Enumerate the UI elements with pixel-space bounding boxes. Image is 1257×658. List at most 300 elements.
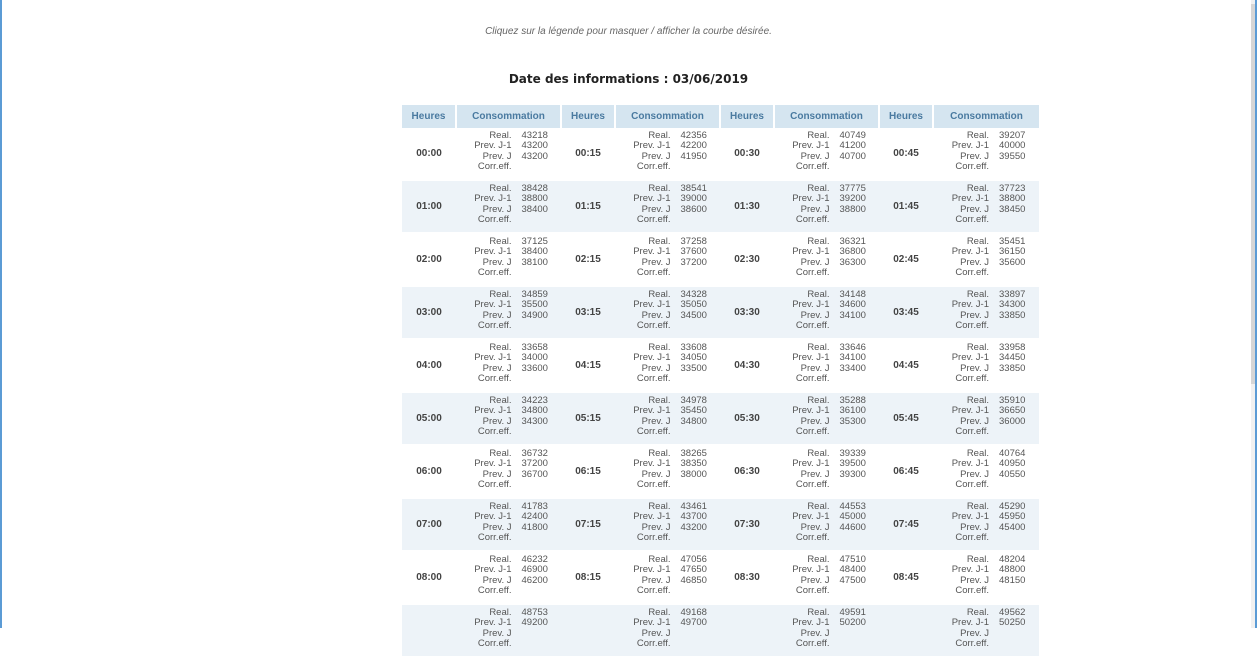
header-consommation: Consommation <box>456 105 561 128</box>
value-corr <box>522 639 556 649</box>
consumption-cell <box>933 551 1039 604</box>
value-prev-j1: 48400 <box>839 564 866 576</box>
consumption-cell <box>774 392 879 445</box>
label-prev-j: Prev. J <box>482 627 512 639</box>
label-real: Real. <box>489 607 512 618</box>
consumption-cell <box>615 128 720 180</box>
label-prev-j1: Prev. J-1 <box>474 352 512 364</box>
label-corr: Corr.eff. <box>477 478 512 490</box>
label-real: Real. <box>489 501 512 512</box>
value-real: 33658 <box>521 342 548 353</box>
value-prev-j1: 35050 <box>680 299 707 311</box>
value-prev-j <box>999 629 1033 639</box>
label-prev-j: Prev. J <box>960 468 989 480</box>
label-prev-j1: Prev. J-1 <box>633 246 671 258</box>
value-prev-j: 45400 <box>999 521 1026 533</box>
value-prev-j1: 36800 <box>839 246 866 258</box>
label-real: Real. <box>489 236 512 247</box>
value-real: 35910 <box>999 395 1026 406</box>
label-prev-j: Prev. J <box>641 415 671 427</box>
label-corr: Corr.eff. <box>795 531 830 543</box>
value-prev-j1: 39200 <box>839 193 866 205</box>
header-consommation: Consommation <box>774 105 879 128</box>
consumption-cell <box>456 445 561 498</box>
table-row <box>402 445 1039 498</box>
value-prev-j1: 43700 <box>680 511 707 523</box>
consumption-cell <box>615 286 720 339</box>
value-corr <box>522 215 556 225</box>
value-prev-j1: 37200 <box>521 458 548 470</box>
label-corr: Corr.eff. <box>636 160 671 172</box>
consumption-table <box>402 105 1039 658</box>
hour-cell: 01:45 <box>879 180 933 233</box>
value-prev-j1: 37600 <box>680 246 707 258</box>
value-real: 39207 <box>999 130 1026 141</box>
value-real: 38265 <box>680 448 707 459</box>
table-row <box>402 551 1039 604</box>
value-real: 34148 <box>839 289 866 300</box>
consumption-cell <box>774 551 879 604</box>
hour-cell <box>879 604 933 657</box>
label-corr: Corr.eff. <box>795 160 830 172</box>
value-prev-j: 38450 <box>999 203 1026 215</box>
label-prev-j1: Prev. J-1 <box>951 564 989 576</box>
label-real: Real. <box>807 501 830 512</box>
label-prev-j1: Prev. J-1 <box>474 405 512 417</box>
consumption-cell <box>456 286 561 339</box>
value-real: 41783 <box>521 501 548 512</box>
label-prev-j: Prev. J <box>482 203 512 215</box>
label-prev-j: Prev. J <box>641 309 671 321</box>
label-prev-j: Prev. J <box>800 521 830 533</box>
value-prev-j: 34100 <box>839 309 866 321</box>
label-corr: Corr.eff. <box>955 637 989 649</box>
value-prev-j1: 49700 <box>680 617 707 629</box>
value-corr <box>999 586 1033 596</box>
value-prev-j: 36000 <box>999 415 1026 427</box>
value-real: 44553 <box>839 501 866 512</box>
label-prev-j1: Prev. J-1 <box>792 246 830 258</box>
date-title: Date des informations : 03/06/2019 <box>508 72 749 86</box>
hour-cell: 02:45 <box>879 233 933 286</box>
value-real: 42356 <box>680 130 707 141</box>
label-prev-j1: Prev. J-1 <box>792 140 830 152</box>
value-prev-j: 40550 <box>999 468 1026 480</box>
hour-cell: 00:45 <box>879 128 933 180</box>
label-real: Real. <box>807 183 830 194</box>
value-corr <box>999 374 1033 384</box>
value-prev-j1: 34800 <box>521 405 548 417</box>
label-prev-j: Prev. J <box>800 574 830 586</box>
label-real: Real. <box>807 395 830 406</box>
value-corr <box>999 215 1033 225</box>
value-prev-j1: 38800 <box>999 193 1026 205</box>
consumption-cell <box>615 445 720 498</box>
value-prev-j: 39300 <box>839 468 866 480</box>
label-corr: Corr.eff. <box>795 425 830 437</box>
consumption-cell <box>774 339 879 392</box>
hour-cell: 04:00 <box>402 339 456 392</box>
consumption-cell <box>933 339 1039 392</box>
label-prev-j1: Prev. J-1 <box>474 511 512 523</box>
value-corr <box>681 427 715 437</box>
label-prev-j: Prev. J <box>641 203 671 215</box>
hour-cell: 04:15 <box>561 339 615 392</box>
label-real: Real. <box>648 607 671 618</box>
value-real: 35288 <box>839 395 866 406</box>
value-prev-j: 35600 <box>999 256 1026 268</box>
table-row <box>402 498 1039 551</box>
label-prev-j1: Prev. J-1 <box>633 405 671 417</box>
label-corr: Corr.eff. <box>795 584 830 596</box>
label-prev-j1: Prev. J-1 <box>951 405 989 417</box>
consumption-cell <box>774 128 879 180</box>
consumption-cell <box>774 180 879 233</box>
hour-cell: 05:30 <box>720 392 774 445</box>
value-corr <box>522 427 556 437</box>
consumption-cell <box>933 445 1039 498</box>
value-corr <box>681 321 715 331</box>
value-corr <box>840 586 874 596</box>
header-heures: Heures <box>720 105 774 128</box>
header-consommation: Consommation <box>615 105 720 128</box>
value-prev-j1: 49200 <box>521 617 548 629</box>
label-prev-j1: Prev. J-1 <box>474 140 512 152</box>
label-real: Real. <box>489 554 512 565</box>
value-real: 37125 <box>521 236 548 247</box>
label-real: Real. <box>807 236 830 247</box>
label-prev-j1: Prev. J-1 <box>474 617 512 629</box>
value-real: 47510 <box>839 554 866 565</box>
hour-cell: 03:45 <box>879 286 933 339</box>
label-real: Real. <box>966 607 989 618</box>
label-prev-j: Prev. J <box>960 362 989 374</box>
value-real: 49168 <box>680 607 707 618</box>
value-prev-j: 41950 <box>680 150 707 162</box>
value-prev-j: 48150 <box>999 574 1026 586</box>
scrollbar-thumb[interactable] <box>1251 4 1255 384</box>
consumption-cell <box>456 604 561 657</box>
label-prev-j: Prev. J <box>960 309 989 321</box>
label-corr: Corr.eff. <box>477 266 512 278</box>
label-corr: Corr.eff. <box>955 372 989 384</box>
hour-cell: 08:45 <box>879 551 933 604</box>
value-prev-j1: 34100 <box>839 352 866 364</box>
value-corr <box>681 268 715 278</box>
value-prev-j1: 42400 <box>521 511 548 523</box>
label-prev-j1: Prev. J-1 <box>792 564 830 576</box>
consumption-cell <box>615 233 720 286</box>
value-prev-j1: 50250 <box>999 617 1026 629</box>
hour-cell: 07:15 <box>561 498 615 551</box>
label-prev-j: Prev. J <box>960 415 989 427</box>
value-real: 40749 <box>839 130 866 141</box>
header-consommation: Consommation <box>933 105 1039 128</box>
value-prev-j1: 34050 <box>680 352 707 364</box>
value-corr <box>681 162 715 172</box>
value-real: 34223 <box>521 395 548 406</box>
value-real: 45290 <box>999 501 1026 512</box>
value-prev-j1: 43200 <box>521 140 548 152</box>
value-prev-j: 40700 <box>839 150 866 162</box>
hour-cell: 01:00 <box>402 180 456 233</box>
value-real: 33646 <box>839 342 866 353</box>
value-real: 35451 <box>999 236 1026 247</box>
label-prev-j: Prev. J <box>800 150 830 162</box>
consumption-cell <box>615 604 720 657</box>
hour-cell: 06:30 <box>720 445 774 498</box>
value-corr <box>681 215 715 225</box>
label-real: Real. <box>966 395 989 406</box>
value-real: 43218 <box>521 130 548 141</box>
value-prev-j: 38100 <box>521 256 548 268</box>
label-corr: Corr.eff. <box>636 637 671 649</box>
value-prev-j1: 36150 <box>999 246 1026 258</box>
value-prev-j1: 40000 <box>999 140 1026 152</box>
label-prev-j: Prev. J <box>641 521 671 533</box>
value-corr <box>522 162 556 172</box>
consumption-cell <box>456 551 561 604</box>
label-real: Real. <box>807 130 830 141</box>
label-prev-j1: Prev. J-1 <box>633 511 671 523</box>
consumption-cell <box>774 233 879 286</box>
hour-cell: 06:45 <box>879 445 933 498</box>
header-heures: Heures <box>879 105 933 128</box>
label-prev-j: Prev. J <box>641 362 671 374</box>
label-prev-j: Prev. J <box>960 256 989 268</box>
hour-cell: 04:30 <box>720 339 774 392</box>
label-prev-j: Prev. J <box>482 256 512 268</box>
consumption-cell <box>774 498 879 551</box>
value-prev-j: 44600 <box>839 521 866 533</box>
label-prev-j1: Prev. J-1 <box>951 352 989 364</box>
header-heures: Heures <box>561 105 615 128</box>
consumption-cell <box>456 339 561 392</box>
value-real: 37775 <box>839 183 866 194</box>
label-real: Real. <box>807 448 830 459</box>
label-real: Real. <box>966 501 989 512</box>
hour-cell: 05:00 <box>402 392 456 445</box>
label-corr: Corr.eff. <box>955 531 989 543</box>
value-prev-j1: 38400 <box>521 246 548 258</box>
label-prev-j: Prev. J <box>800 256 830 268</box>
consumption-cell <box>456 128 561 180</box>
label-real: Real. <box>489 448 512 459</box>
value-prev-j1: 34000 <box>521 352 548 364</box>
label-prev-j1: Prev. J-1 <box>474 458 512 470</box>
value-corr <box>840 162 874 172</box>
label-prev-j1: Prev. J-1 <box>474 299 512 311</box>
label-corr: Corr.eff. <box>636 531 671 543</box>
value-real: 34328 <box>680 289 707 300</box>
label-corr: Corr.eff. <box>477 584 512 596</box>
value-corr <box>840 427 874 437</box>
label-prev-j: Prev. J <box>482 150 512 162</box>
value-prev-j: 38400 <box>521 203 548 215</box>
value-real: 37258 <box>680 236 707 247</box>
label-prev-j1: Prev. J-1 <box>474 564 512 576</box>
value-corr <box>840 321 874 331</box>
label-real: Real. <box>966 289 989 300</box>
value-prev-j: 34900 <box>521 309 548 321</box>
value-prev-j1: 34600 <box>839 299 866 311</box>
value-real: 48204 <box>999 554 1026 565</box>
value-prev-j1: 45950 <box>999 511 1026 523</box>
hour-cell <box>720 604 774 657</box>
value-corr <box>840 639 874 649</box>
hour-cell: 01:30 <box>720 180 774 233</box>
label-corr: Corr.eff. <box>795 637 830 649</box>
hour-cell: 08:30 <box>720 551 774 604</box>
label-real: Real. <box>648 289 671 300</box>
value-prev-j1: 45000 <box>839 511 866 523</box>
hour-cell <box>561 604 615 657</box>
value-real: 33897 <box>999 289 1026 300</box>
consumption-cell <box>615 339 720 392</box>
label-corr: Corr.eff. <box>955 266 989 278</box>
label-prev-j1: Prev. J-1 <box>633 193 671 205</box>
value-prev-j: 33850 <box>999 362 1026 374</box>
hour-cell: 00:15 <box>561 128 615 180</box>
label-corr: Corr.eff. <box>955 478 989 490</box>
hour-cell: 02:15 <box>561 233 615 286</box>
label-prev-j1: Prev. J-1 <box>792 617 830 629</box>
consumption-cell <box>615 180 720 233</box>
hour-cell <box>402 604 456 657</box>
label-prev-j: Prev. J <box>960 203 989 215</box>
label-prev-j1: Prev. J-1 <box>951 246 989 258</box>
table-row <box>402 233 1039 286</box>
label-corr: Corr.eff. <box>795 213 830 225</box>
label-real: Real. <box>648 183 671 194</box>
label-prev-j1: Prev. J-1 <box>951 458 989 470</box>
value-corr <box>681 374 715 384</box>
value-prev-j <box>681 629 715 639</box>
label-prev-j: Prev. J <box>482 415 512 427</box>
value-prev-j1: 34300 <box>999 299 1026 311</box>
value-prev-j: 34300 <box>521 415 548 427</box>
label-prev-j: Prev. J <box>800 468 830 480</box>
value-corr <box>522 374 556 384</box>
label-real: Real. <box>807 342 830 353</box>
label-prev-j1: Prev. J-1 <box>792 352 830 364</box>
label-corr: Corr.eff. <box>795 319 830 331</box>
value-corr <box>681 480 715 490</box>
window-left-border <box>0 0 2 628</box>
label-corr: Corr.eff. <box>955 584 989 596</box>
label-prev-j1: Prev. J-1 <box>792 511 830 523</box>
table-row <box>402 128 1039 180</box>
value-prev-j: 46200 <box>521 574 548 586</box>
hour-cell: 03:00 <box>402 286 456 339</box>
label-corr: Corr.eff. <box>636 372 671 384</box>
value-corr <box>999 268 1033 278</box>
value-prev-j: 33600 <box>521 362 548 374</box>
label-prev-j1: Prev. J-1 <box>951 140 989 152</box>
label-prev-j: Prev. J <box>960 574 989 586</box>
value-prev-j <box>522 629 556 639</box>
label-prev-j: Prev. J <box>800 309 830 321</box>
label-real: Real. <box>648 342 671 353</box>
value-corr <box>840 215 874 225</box>
label-real: Real. <box>648 554 671 565</box>
consumption-cell <box>774 445 879 498</box>
label-corr: Corr.eff. <box>795 372 830 384</box>
consumption-cell <box>933 392 1039 445</box>
value-prev-j: 35300 <box>839 415 866 427</box>
label-corr: Corr.eff. <box>477 531 512 543</box>
value-prev-j: 37200 <box>680 256 707 268</box>
value-real: 36321 <box>839 236 866 247</box>
label-corr: Corr.eff. <box>477 637 512 649</box>
label-real: Real. <box>966 130 989 141</box>
value-corr <box>522 586 556 596</box>
hour-cell: 02:30 <box>720 233 774 286</box>
consumption-cell <box>774 286 879 339</box>
value-prev-j: 34800 <box>680 415 707 427</box>
label-real: Real. <box>966 554 989 565</box>
table-row <box>402 392 1039 445</box>
label-prev-j1: Prev. J-1 <box>633 299 671 311</box>
value-prev-j: 36700 <box>521 468 548 480</box>
label-prev-j1: Prev. J-1 <box>633 140 671 152</box>
value-prev-j: 33500 <box>680 362 707 374</box>
value-real: 49591 <box>839 607 866 618</box>
header-heures: Heures <box>402 105 456 128</box>
label-corr: Corr.eff. <box>955 213 989 225</box>
value-real: 49562 <box>999 607 1026 618</box>
table-row <box>402 180 1039 233</box>
hour-cell: 06:15 <box>561 445 615 498</box>
value-real: 36732 <box>521 448 548 459</box>
hour-cell: 05:45 <box>879 392 933 445</box>
table-header-row <box>402 105 1039 128</box>
value-prev-j1: 40950 <box>999 458 1026 470</box>
label-real: Real. <box>966 183 989 194</box>
value-real: 38428 <box>521 183 548 194</box>
value-prev-j: 43200 <box>680 521 707 533</box>
label-corr: Corr.eff. <box>955 425 989 437</box>
value-corr <box>522 533 556 543</box>
table-row <box>402 339 1039 392</box>
consumption-cell <box>456 392 561 445</box>
label-corr: Corr.eff. <box>636 478 671 490</box>
hour-cell: 02:00 <box>402 233 456 286</box>
value-prev-j: 33850 <box>999 309 1026 321</box>
label-real: Real. <box>966 236 989 247</box>
label-prev-j1: Prev. J-1 <box>951 193 989 205</box>
label-prev-j: Prev. J <box>482 574 512 586</box>
label-real: Real. <box>648 501 671 512</box>
value-prev-j1: 48800 <box>999 564 1026 576</box>
value-prev-j: 39550 <box>999 150 1026 162</box>
label-real: Real. <box>489 183 512 194</box>
label-corr: Corr.eff. <box>477 213 512 225</box>
value-prev-j: 41800 <box>521 521 548 533</box>
label-real: Real. <box>489 395 512 406</box>
label-real: Real. <box>966 448 989 459</box>
label-prev-j1: Prev. J-1 <box>633 617 671 629</box>
label-corr: Corr.eff. <box>955 319 989 331</box>
value-prev-j: 46850 <box>680 574 707 586</box>
value-real: 37723 <box>999 183 1026 194</box>
legend-hint: Cliquez sur la légende pour masquer / afficher la courbe désirée. <box>485 26 772 37</box>
label-prev-j1: Prev. J-1 <box>633 458 671 470</box>
value-prev-j: 38600 <box>680 203 707 215</box>
value-prev-j <box>840 629 874 639</box>
value-prev-j1: 38350 <box>680 458 707 470</box>
value-corr <box>522 480 556 490</box>
